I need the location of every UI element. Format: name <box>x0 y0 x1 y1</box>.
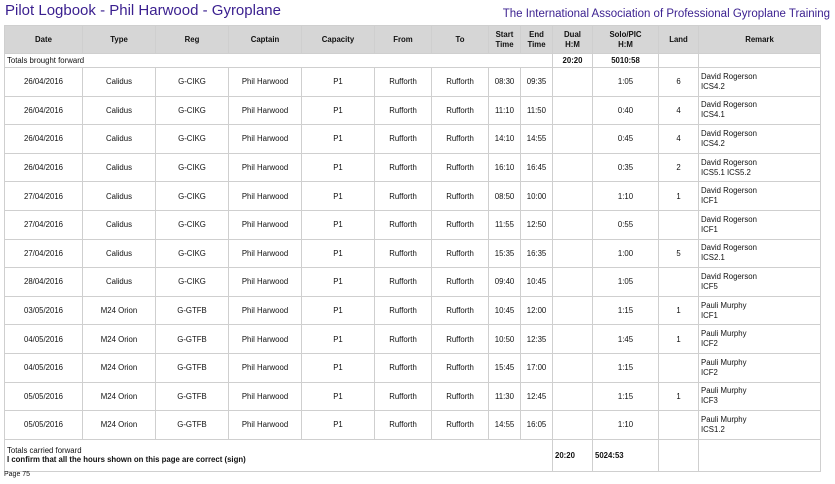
cell-remark <box>699 125 821 154</box>
cell-type: Calidus <box>83 68 156 97</box>
cell-to: Rufforth <box>432 296 489 325</box>
cell-remark <box>699 239 821 268</box>
column-header-label: End <box>529 29 544 39</box>
cell-end: 12:45 <box>521 382 553 411</box>
cell-from: Rufforth <box>375 382 432 411</box>
cell-to: Rufforth <box>432 153 489 182</box>
cell-land: 1 <box>659 382 699 411</box>
cell-from: Rufforth <box>375 411 432 440</box>
cell-remark <box>699 382 821 411</box>
totals-carried-forward-row <box>5 439 821 471</box>
carried-forward-solo: 5024:53 <box>593 439 659 471</box>
brought-forward-label: Totals brought forward <box>5 54 553 68</box>
cell-solo: 1:15 <box>593 382 659 411</box>
cell-dual <box>553 296 593 325</box>
column-header-label: Start <box>495 29 514 39</box>
cell-capacity: P1 <box>302 182 375 211</box>
cell-solo: 0:40 <box>593 96 659 125</box>
column-header-sublabel: Time <box>495 39 514 49</box>
logbook-row <box>5 239 821 268</box>
column-header-from <box>375 26 432 54</box>
logbook-row <box>5 96 821 125</box>
cell-land: 1 <box>659 296 699 325</box>
cell-end: 16:35 <box>521 239 553 268</box>
column-header-reg <box>156 26 229 54</box>
cell-date: 05/05/2016 <box>5 411 83 440</box>
cell-captain: Phil Harwood <box>229 382 302 411</box>
cell-reg: G-GTFB <box>156 353 229 382</box>
cell-solo: 1:15 <box>593 296 659 325</box>
cell-captain: Phil Harwood <box>229 125 302 154</box>
cell-date: 27/04/2016 <box>5 182 83 211</box>
cell-from: Rufforth <box>375 353 432 382</box>
cell-date: 28/04/2016 <box>5 268 83 297</box>
cell-date: 26/04/2016 <box>5 153 83 182</box>
logbook-table <box>4 25 821 472</box>
cell-to: Rufforth <box>432 125 489 154</box>
cell-start: 11:10 <box>489 96 521 125</box>
carried-forward-cell <box>5 439 553 471</box>
cell-captain: Phil Harwood <box>229 268 302 297</box>
remark-instructor: Pauli Murphy <box>701 300 747 310</box>
cell-reg: G-CIKG <box>156 96 229 125</box>
cell-solo: 1:10 <box>593 411 659 440</box>
cell-type: Calidus <box>83 239 156 268</box>
cell-dual <box>553 182 593 211</box>
remark-instructor: David Rogerson <box>701 186 757 196</box>
cell-from: Rufforth <box>375 125 432 154</box>
logbook-row <box>5 268 821 297</box>
cell-to: Rufforth <box>432 182 489 211</box>
cell-land: 1 <box>659 182 699 211</box>
remark-exercise: ICS4.2 <box>701 81 725 91</box>
remark-exercise: ICS4.2 <box>701 138 725 148</box>
remark-exercise: ICF3 <box>701 396 718 406</box>
cell-reg: G-CIKG <box>156 210 229 239</box>
cell-type: M24 Orion <box>83 296 156 325</box>
cell-date: 27/04/2016 <box>5 210 83 239</box>
table-body <box>5 54 821 440</box>
cell-dual <box>553 268 593 297</box>
remark-instructor: Pauli Murphy <box>701 414 747 424</box>
cell-reg: G-GTFB <box>156 411 229 440</box>
cell-dual <box>553 239 593 268</box>
cell-start: 11:55 <box>489 210 521 239</box>
cell-date: 26/04/2016 <box>5 96 83 125</box>
cell-dual <box>553 153 593 182</box>
remark-instructor: David Rogerson <box>701 71 757 81</box>
cell-solo: 1:05 <box>593 268 659 297</box>
cell-to: Rufforth <box>432 268 489 297</box>
cell-remark <box>699 210 821 239</box>
cell-type: M24 Orion <box>83 411 156 440</box>
cell-capacity: P1 <box>302 96 375 125</box>
cell-capacity: P1 <box>302 325 375 354</box>
cell-start: 10:45 <box>489 296 521 325</box>
logbook-row <box>5 353 821 382</box>
logbook-row <box>5 182 821 211</box>
cell-solo: 1:45 <box>593 325 659 354</box>
remark-instructor: Pauli Murphy <box>701 329 747 339</box>
column-header-label: Date <box>35 34 52 44</box>
cell-type: Calidus <box>83 125 156 154</box>
remark-instructor: David Rogerson <box>701 214 757 224</box>
cell-start: 15:35 <box>489 239 521 268</box>
cell-date: 04/05/2016 <box>5 325 83 354</box>
cell-captain: Phil Harwood <box>229 353 302 382</box>
cell-land: 5 <box>659 239 699 268</box>
remark-exercise: ICF2 <box>701 339 718 349</box>
cell-type: M24 Orion <box>83 382 156 411</box>
cell-type: Calidus <box>83 210 156 239</box>
logbook-row <box>5 153 821 182</box>
cell-captain: Phil Harwood <box>229 182 302 211</box>
cell-land: 1 <box>659 325 699 354</box>
cell-start: 08:50 <box>489 182 521 211</box>
cell-solo: 0:45 <box>593 125 659 154</box>
cell-type: M24 Orion <box>83 325 156 354</box>
cell-to: Rufforth <box>432 382 489 411</box>
cell-capacity: P1 <box>302 125 375 154</box>
cell-to: Rufforth <box>432 96 489 125</box>
column-header-label: Capacity <box>321 34 355 44</box>
carried-forward-land <box>659 439 699 471</box>
cell-remark <box>699 296 821 325</box>
brought-forward-dual: 20:20 <box>553 54 593 68</box>
table-header-row <box>5 26 821 54</box>
cell-solo: 1:00 <box>593 239 659 268</box>
column-header-captain <box>229 26 302 54</box>
cell-date: 04/05/2016 <box>5 353 83 382</box>
cell-start: 14:10 <box>489 125 521 154</box>
cell-reg: G-CIKG <box>156 182 229 211</box>
cell-type: Calidus <box>83 182 156 211</box>
remark-exercise: ICS4.1 <box>701 110 725 120</box>
cell-captain: Phil Harwood <box>229 153 302 182</box>
cell-reg: G-CIKG <box>156 239 229 268</box>
cell-from: Rufforth <box>375 182 432 211</box>
column-header-land <box>659 26 699 54</box>
cell-solo: 1:10 <box>593 182 659 211</box>
cell-end: 16:05 <box>521 411 553 440</box>
cell-dual <box>553 382 593 411</box>
cell-land: 6 <box>659 68 699 97</box>
cell-start: 08:30 <box>489 68 521 97</box>
cell-remark <box>699 68 821 97</box>
cell-start: 14:55 <box>489 411 521 440</box>
cell-to: Rufforth <box>432 411 489 440</box>
cell-type: M24 Orion <box>83 353 156 382</box>
remark-instructor: Pauli Murphy <box>701 386 747 396</box>
cell-from: Rufforth <box>375 68 432 97</box>
cell-capacity: P1 <box>302 68 375 97</box>
cell-land <box>659 268 699 297</box>
cell-end: 10:00 <box>521 182 553 211</box>
carried-forward-label: Totals carried forward <box>7 446 82 456</box>
cell-reg: G-GTFB <box>156 296 229 325</box>
cell-date: 05/05/2016 <box>5 382 83 411</box>
column-header-end <box>521 26 553 54</box>
cell-capacity: P1 <box>302 382 375 411</box>
cell-capacity: P1 <box>302 239 375 268</box>
cell-type: Calidus <box>83 268 156 297</box>
remark-instructor: David Rogerson <box>701 100 757 110</box>
logbook-row <box>5 382 821 411</box>
cell-land <box>659 353 699 382</box>
cell-reg: G-GTFB <box>156 325 229 354</box>
remark-exercise: ICS5.1 ICS5.2 <box>701 167 751 177</box>
cell-captain: Phil Harwood <box>229 325 302 354</box>
cell-capacity: P1 <box>302 296 375 325</box>
cell-to: Rufforth <box>432 68 489 97</box>
cell-start: 11:30 <box>489 382 521 411</box>
page-number: Page 75 <box>4 471 31 478</box>
logbook-row <box>5 296 821 325</box>
cell-type: Calidus <box>83 153 156 182</box>
cell-remark <box>699 411 821 440</box>
cell-date: 03/05/2016 <box>5 296 83 325</box>
cell-remark <box>699 325 821 354</box>
cell-end: 12:35 <box>521 325 553 354</box>
page-header <box>0 0 835 24</box>
column-header-type <box>83 26 156 54</box>
cell-end: 16:45 <box>521 153 553 182</box>
remark-instructor: David Rogerson <box>701 271 757 281</box>
column-header-solo <box>593 26 659 54</box>
remark-exercise: ICS2.1 <box>701 253 725 263</box>
cell-start: 10:50 <box>489 325 521 354</box>
cell-remark <box>699 353 821 382</box>
cell-from: Rufforth <box>375 239 432 268</box>
brought-forward-solo: 5010:58 <box>593 54 659 68</box>
cell-remark <box>699 268 821 297</box>
cell-dual <box>553 353 593 382</box>
cell-end: 17:00 <box>521 353 553 382</box>
column-header-label: Remark <box>745 34 774 44</box>
remark-instructor: Pauli Murphy <box>701 357 747 367</box>
cell-reg: G-CIKG <box>156 125 229 154</box>
cell-from: Rufforth <box>375 296 432 325</box>
logbook-row <box>5 125 821 154</box>
cell-dual <box>553 68 593 97</box>
remark-exercise: ICF5 <box>701 281 718 291</box>
remark-exercise: ICF1 <box>701 196 718 206</box>
totals-brought-forward-row <box>5 54 821 68</box>
cell-reg: G-GTFB <box>156 382 229 411</box>
cell-land <box>659 210 699 239</box>
cell-dual <box>553 325 593 354</box>
carried-forward-remark <box>699 439 821 471</box>
cell-start: 16:10 <box>489 153 521 182</box>
column-header-sublabel: H:M <box>618 39 633 49</box>
cell-from: Rufforth <box>375 153 432 182</box>
cell-end: 09:35 <box>521 68 553 97</box>
cell-solo: 1:15 <box>593 353 659 382</box>
column-header-sublabel: H:M <box>565 39 580 49</box>
cell-captain: Phil Harwood <box>229 411 302 440</box>
column-header-to <box>432 26 489 54</box>
cell-start: 15:45 <box>489 353 521 382</box>
column-header-dual <box>553 26 593 54</box>
remark-instructor: David Rogerson <box>701 243 757 253</box>
cell-capacity: P1 <box>302 353 375 382</box>
cell-from: Rufforth <box>375 268 432 297</box>
cell-capacity: P1 <box>302 153 375 182</box>
column-header-label: Reg <box>184 34 200 44</box>
cell-dual <box>553 411 593 440</box>
cell-captain: Phil Harwood <box>229 296 302 325</box>
cell-solo: 0:55 <box>593 210 659 239</box>
cell-reg: G-CIKG <box>156 153 229 182</box>
cell-capacity: P1 <box>302 268 375 297</box>
cell-to: Rufforth <box>432 210 489 239</box>
logbook-row <box>5 210 821 239</box>
cell-from: Rufforth <box>375 96 432 125</box>
organization-name: The International Association of Professional Gyroplane Training <box>502 8 830 20</box>
cell-end: 12:50 <box>521 210 553 239</box>
cell-end: 12:00 <box>521 296 553 325</box>
cell-land <box>659 411 699 440</box>
column-header-label: From <box>393 34 413 44</box>
cell-start: 09:40 <box>489 268 521 297</box>
cell-end: 10:45 <box>521 268 553 297</box>
cell-from: Rufforth <box>375 325 432 354</box>
column-header-start <box>489 26 521 54</box>
cell-end: 14:55 <box>521 125 553 154</box>
cell-date: 26/04/2016 <box>5 68 83 97</box>
column-header-label: Dual <box>564 29 581 39</box>
cell-to: Rufforth <box>432 239 489 268</box>
logbook-row <box>5 68 821 97</box>
cell-end: 11:50 <box>521 96 553 125</box>
cell-captain: Phil Harwood <box>229 96 302 125</box>
column-header-sublabel: Time <box>527 39 546 49</box>
cell-date: 26/04/2016 <box>5 125 83 154</box>
cell-dual <box>553 125 593 154</box>
cell-dual <box>553 210 593 239</box>
confirmation-statement: I confirm that all the hours shown on this page are correct (sign) <box>7 455 246 465</box>
cell-remark <box>699 182 821 211</box>
cell-from: Rufforth <box>375 210 432 239</box>
cell-remark <box>699 96 821 125</box>
cell-captain: Phil Harwood <box>229 210 302 239</box>
remark-exercise: ICF1 <box>701 310 718 320</box>
column-header-label: Solo/PIC <box>609 29 642 39</box>
cell-solo: 0:35 <box>593 153 659 182</box>
cell-date: 27/04/2016 <box>5 239 83 268</box>
column-header-label: Land <box>669 34 688 44</box>
cell-remark <box>699 153 821 182</box>
carried-forward-dual: 20:20 <box>553 439 593 471</box>
cell-captain: Phil Harwood <box>229 239 302 268</box>
remark-exercise: ICF1 <box>701 224 718 234</box>
remark-instructor: David Rogerson <box>701 128 757 138</box>
column-header-label: Type <box>110 34 128 44</box>
column-header-label: Captain <box>250 34 280 44</box>
column-header-label: To <box>455 34 465 44</box>
logbook-row <box>5 325 821 354</box>
cell-to: Rufforth <box>432 325 489 354</box>
cell-land: 4 <box>659 96 699 125</box>
cell-dual <box>553 96 593 125</box>
remark-exercise: ICF2 <box>701 367 718 377</box>
remark-exercise: ICS1.2 <box>701 424 725 434</box>
logbook-row <box>5 411 821 440</box>
brought-forward-land <box>659 54 699 68</box>
cell-type: Calidus <box>83 96 156 125</box>
cell-land: 4 <box>659 125 699 154</box>
column-header-capacity <box>302 26 375 54</box>
cell-solo: 1:05 <box>593 68 659 97</box>
cell-to: Rufforth <box>432 353 489 382</box>
brought-forward-remark <box>699 54 821 68</box>
cell-reg: G-CIKG <box>156 68 229 97</box>
remark-instructor: David Rogerson <box>701 157 757 167</box>
column-header-remark <box>699 26 821 54</box>
cell-capacity: P1 <box>302 411 375 440</box>
cell-captain: Phil Harwood <box>229 68 302 97</box>
column-header-date <box>5 26 83 54</box>
cell-capacity: P1 <box>302 210 375 239</box>
cell-reg: G-CIKG <box>156 268 229 297</box>
logbook-title: Pilot Logbook - Phil Harwood - Gyroplane <box>5 2 281 19</box>
cell-land: 2 <box>659 153 699 182</box>
